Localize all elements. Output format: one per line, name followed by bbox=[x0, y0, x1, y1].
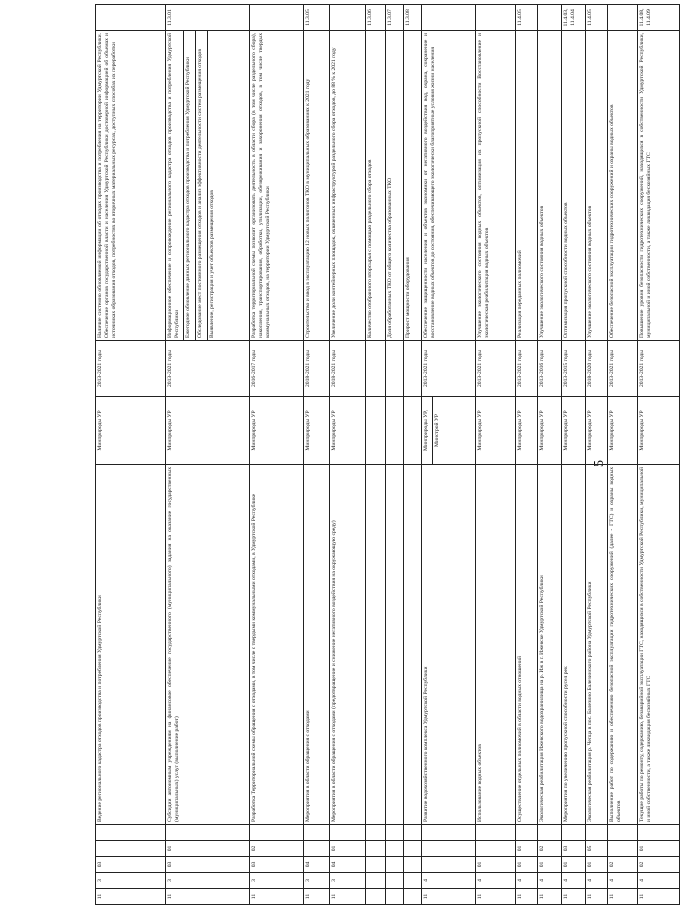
result-text: Информационное обеспечение и сопровождение регионального кадастра отходов производства и потребления Удмуртской Республики bbox=[167, 33, 180, 338]
indicator-code-cell bbox=[96, 5, 166, 31]
measure-name-cell: Мероприятия в области обращения с отходами bbox=[304, 465, 330, 825]
code-cell: 4 bbox=[422, 873, 476, 889]
executor-cell: Минприроды УР bbox=[250, 397, 304, 465]
measure-name-cell bbox=[366, 465, 386, 825]
page-number: 5 bbox=[592, 460, 607, 467]
code-cell bbox=[608, 841, 638, 857]
code-cell bbox=[386, 825, 404, 841]
table-row bbox=[638, 5, 680, 905]
code-cell: 4 bbox=[516, 873, 538, 889]
indicator-code-cell: 11.3.08 bbox=[404, 5, 422, 31]
result-text: Улучшение экологического состояния водных объектов bbox=[539, 205, 545, 338]
code-cell: 02 bbox=[538, 841, 562, 857]
code-cell: 02 bbox=[608, 857, 638, 873]
measure-name-cell: Экологическая реабилитация Ижевского водохранилища на р. Иж в г. Ижевске Удмуртской Республики bbox=[538, 465, 562, 825]
table-row bbox=[608, 5, 638, 905]
code-cell: 3 bbox=[330, 873, 366, 889]
result-text: Выявление, регистрация и учет объектов размещения отходов bbox=[207, 31, 217, 340]
code-cell: 02 bbox=[638, 857, 680, 873]
code-cell: 01 bbox=[562, 857, 586, 873]
executor-cell: Минприроды УР bbox=[538, 397, 562, 465]
period-cell: 2013-2021 годы bbox=[476, 341, 516, 397]
result-cell bbox=[366, 31, 386, 341]
code-cell: 01 bbox=[330, 841, 366, 857]
code-cell bbox=[366, 841, 386, 857]
table-row bbox=[166, 5, 250, 905]
table-row bbox=[96, 5, 166, 905]
indicator-code-cell: 11.3.05 bbox=[304, 5, 330, 31]
code-cell: 3 bbox=[96, 873, 166, 889]
code-cell bbox=[404, 841, 422, 857]
code-cell bbox=[386, 889, 404, 905]
result-cell bbox=[516, 31, 538, 341]
code-cell bbox=[366, 857, 386, 873]
result-cell bbox=[386, 31, 404, 341]
result-text: Улучшение экологического состояния водных объектов, оптимизация их пропускной способности Восстановление и экологическая реабилитация водных объектов bbox=[477, 33, 490, 338]
indicator-code-cell: 11.3.06 bbox=[366, 5, 386, 31]
period-cell: 2018-2021 годы bbox=[304, 341, 330, 397]
period-cell: 2013-2021 годы bbox=[166, 341, 250, 397]
table-row bbox=[562, 5, 586, 905]
measure-name-cell: Развитие водохозяйственного комплекса Удмуртской Республики bbox=[422, 465, 476, 825]
result-cell bbox=[166, 31, 250, 341]
code-cell bbox=[304, 841, 330, 857]
period-cell: 2016-2017 годы bbox=[250, 341, 304, 397]
table-row bbox=[250, 5, 304, 905]
result-cell bbox=[250, 31, 304, 341]
result-text: Обследование мест постоянного размещения отходов и анализ эффективности деятельности систем размещения отходов bbox=[195, 31, 205, 340]
measure-name-cell: Текущие работы по ремонту, содержанию, безаварийной эксплуатации ГТС, находящихся в собственности Удмуртской Республики, муниципальной и иной собственности, а также ликвидация бесхозяйных ГТС bbox=[638, 465, 680, 825]
indicator-code-cell: 11.4.08, 11.4.09 bbox=[638, 5, 680, 31]
result-text: Наличие системно обновляемой информации об отходах производства и потребления на территории Удмуртской Республики. Обеспечение органов государственной власти и населения Удмуртской Республики достоверной информацией об объемах и источниках образования отходов, потребностях во вторичных материальных ресурсах, доступных способах их переработки bbox=[97, 33, 117, 338]
result-text: Обеспечение защищенности населения и объектов экономики от негативного воздействия вод, охрана, сохранение и восстановление водных объектов до состояния, обеспечивающего экологически благоприятные условия жизни населения bbox=[423, 33, 436, 338]
indicator-code-cell: 11.4.03, 11.4.04 bbox=[562, 5, 586, 31]
period-cell: 2013-2016 годы bbox=[538, 341, 562, 397]
code-cell: 01 bbox=[538, 857, 562, 873]
code-cell: 03 bbox=[562, 841, 586, 857]
program-table bbox=[95, 4, 680, 905]
result-cell bbox=[538, 31, 562, 341]
executor-cell: Минприроды УР bbox=[476, 397, 516, 465]
code-cell: 01 bbox=[516, 841, 538, 857]
code-cell: 03 bbox=[96, 857, 166, 873]
result-text: Количество отобранного вторсырья с помощью раздельного сбора отходов bbox=[367, 159, 373, 338]
measure-name-cell: Выполнение работ по содержанию и обеспечению безопасной эксплуатации гидротехнических сооружений (далее - ГТС) и охраны водных объектов bbox=[608, 465, 638, 825]
code-cell bbox=[404, 857, 422, 873]
executor-cell: Минприроды УР bbox=[304, 397, 330, 465]
indicator-code-cell bbox=[422, 5, 476, 31]
code-cell bbox=[404, 873, 422, 889]
code-cell bbox=[538, 825, 562, 841]
code-cell bbox=[386, 857, 404, 873]
result-cell bbox=[638, 31, 680, 341]
indicator-code-cell bbox=[476, 5, 516, 31]
result-text: Доля обработанных ТКО от общего количества образованных ТКО bbox=[387, 177, 393, 338]
code-cell bbox=[250, 825, 304, 841]
indicator-code-cell: 11.4.05 bbox=[516, 5, 538, 31]
code-cell bbox=[366, 873, 386, 889]
measure-name-cell: Субсидии автономным учреждениям на финансовое обеспечение государственного (муниципального) задания на оказание государственных (муниципальных) услуг (выполнение работ) bbox=[166, 465, 250, 825]
period-cell bbox=[404, 341, 422, 397]
code-cell bbox=[422, 857, 476, 873]
code-cell: 4 bbox=[538, 873, 562, 889]
code-cell: 4 bbox=[562, 873, 586, 889]
code-cell bbox=[386, 841, 404, 857]
code-cell bbox=[476, 825, 516, 841]
code-cell bbox=[608, 825, 638, 841]
executor-secondary: Минстрой УР bbox=[432, 397, 442, 464]
code-cell: 4 bbox=[608, 873, 638, 889]
code-cell: 11 bbox=[330, 889, 366, 905]
code-cell: 03 bbox=[166, 857, 250, 873]
indicator-code-cell: 11.3.07 bbox=[386, 5, 404, 31]
executor-cell: Минприроды УР, Минстрой УР bbox=[422, 397, 476, 465]
code-cell bbox=[422, 825, 476, 841]
code-cell bbox=[304, 825, 330, 841]
result-text: Разработка территориальной схемы позволит организовать деятельность в области сбора (в том числе раздельного сбора), накопления, транспортирования, обработки, утилизации, обезвреживания и захоронения отходов, в том числе твердых коммунальных отходов, на территории Удмуртской Республики bbox=[251, 33, 271, 338]
result-cell bbox=[304, 31, 330, 341]
result-cell bbox=[586, 31, 608, 341]
code-cell: 3 bbox=[304, 873, 330, 889]
code-cell: 11 bbox=[422, 889, 476, 905]
code-cell bbox=[638, 825, 680, 841]
code-cell: 4 bbox=[638, 873, 680, 889]
measure-name-cell: Осуществление отдельных полномочий в области водных отношений bbox=[516, 465, 538, 825]
code-cell: 11 bbox=[562, 889, 586, 905]
table-row bbox=[386, 5, 404, 905]
result-cell bbox=[96, 31, 166, 341]
code-cell bbox=[476, 841, 516, 857]
period-cell: 2013-2021 годы bbox=[608, 341, 638, 397]
code-cell: 3 bbox=[166, 873, 250, 889]
code-cell: 01 bbox=[586, 857, 608, 873]
measure-name-cell: Мероприятия в области обращения с отходами (предотвращение и снижение негативного воздействия на окружающую среду) bbox=[330, 465, 366, 825]
code-cell: 3 bbox=[250, 873, 304, 889]
period-cell: 2013-2021 годы bbox=[516, 341, 538, 397]
measure-name-cell bbox=[404, 465, 422, 825]
code-cell bbox=[404, 825, 422, 841]
measure-name-cell: Разработка Территориальной схемы обращения с отходами, в том числе с твердыми коммунальными отходами, в Удмуртской Республике bbox=[250, 465, 304, 825]
indicator-code-cell bbox=[250, 5, 304, 31]
period-cell: 2013-2021 годы bbox=[422, 341, 476, 397]
measure-name-cell bbox=[386, 465, 404, 825]
code-cell: 11 bbox=[638, 889, 680, 905]
code-cell: 03 bbox=[250, 857, 304, 873]
code-cell bbox=[516, 825, 538, 841]
executor-cell bbox=[386, 397, 404, 465]
code-cell: 04 bbox=[304, 857, 330, 873]
code-cell: 4 bbox=[476, 873, 516, 889]
code-cell: 11 bbox=[586, 889, 608, 905]
code-cell bbox=[96, 841, 166, 857]
code-cell: 11 bbox=[538, 889, 562, 905]
code-cell: 11 bbox=[250, 889, 304, 905]
period-cell: 2013-2015 годы bbox=[562, 341, 586, 397]
executor-cell: Минприроды УР bbox=[516, 397, 538, 465]
period-cell: 2013-2021 годы bbox=[638, 341, 680, 397]
code-cell bbox=[366, 825, 386, 841]
executor-cell: Минприроды УР bbox=[608, 397, 638, 465]
code-cell bbox=[96, 825, 166, 841]
indicator-code-cell bbox=[538, 5, 562, 31]
table-row bbox=[366, 5, 386, 905]
code-cell: 01 bbox=[638, 841, 680, 857]
code-cell: 11 bbox=[166, 889, 250, 905]
table-row bbox=[422, 5, 476, 905]
result-text: Реализация переданных полномочий bbox=[517, 250, 523, 338]
result-text: Строительство и ввод в эксплуатацию 12 новых полигонов ТКО в муниципальных образованиях к 2021 году bbox=[305, 78, 311, 338]
code-cell: 01 bbox=[516, 857, 538, 873]
table-row bbox=[330, 5, 366, 905]
result-text: Прирост мощности оборудования bbox=[405, 257, 411, 338]
executor-cell bbox=[404, 397, 422, 465]
table-row bbox=[304, 5, 330, 905]
code-cell bbox=[166, 825, 250, 841]
executor-cell: Минприроды УР bbox=[96, 397, 166, 465]
executor-cell: Минприроды УР bbox=[586, 397, 608, 465]
period-cell: 2018-2020 годы bbox=[586, 341, 608, 397]
result-cell bbox=[562, 31, 586, 341]
code-cell: 02 bbox=[250, 841, 304, 857]
executor-cell: Минприроды УР bbox=[166, 397, 250, 465]
executor-cell: Минприроды УР bbox=[562, 397, 586, 465]
executor-cell: Минприроды УР bbox=[638, 397, 680, 465]
executor-cell bbox=[366, 397, 386, 465]
period-cell: 2018-2021 годы bbox=[330, 341, 366, 397]
table-row bbox=[586, 5, 608, 905]
period-cell bbox=[366, 341, 386, 397]
result-text: Обеспечение безопасной эксплуатации гидротехнических сооружений и охраны водных объектов bbox=[609, 104, 615, 338]
result-cell bbox=[330, 31, 366, 341]
period-cell bbox=[386, 341, 404, 397]
measure-name-cell: Ведение регионального кадастра отходов производства и потребления Удмуртской Республики bbox=[96, 465, 166, 825]
result-text: Ежегодное обновление данных регионального кадастра отходов производства и потребления Удмуртской Республики bbox=[183, 31, 193, 340]
code-cell: 4 bbox=[586, 873, 608, 889]
measure-name-cell: Экологическая реабилитация р. Чепца в пос. Балезино Балезинского района Удмуртской Республики bbox=[586, 465, 608, 825]
code-cell bbox=[386, 873, 404, 889]
indicator-code-cell bbox=[330, 5, 366, 31]
table-row bbox=[538, 5, 562, 905]
result-text: Улучшение экологического состояния водных объектов bbox=[587, 205, 593, 338]
measure-name-cell: Мероприятия по увеличению пропускной способности русел рек bbox=[562, 465, 586, 825]
code-cell bbox=[586, 825, 608, 841]
code-cell: 05 bbox=[586, 841, 608, 857]
code-cell bbox=[562, 825, 586, 841]
result-text: Повышение уровня безопасности гидротехнических сооружений, находящихся в собственности Удмуртской Республики, муниципальной и иной собственности, а также ликвидация бесхозяйных ГТС bbox=[639, 33, 652, 338]
code-cell: 11 bbox=[96, 889, 166, 905]
code-cell: 11 bbox=[516, 889, 538, 905]
code-cell bbox=[404, 889, 422, 905]
measure-name-cell: Использование водных объектов bbox=[476, 465, 516, 825]
table-row bbox=[516, 5, 538, 905]
code-cell: 01 bbox=[476, 857, 516, 873]
result-text: Оптимизация пропускной способности водных объектов bbox=[563, 202, 569, 338]
code-cell: 11 bbox=[476, 889, 516, 905]
result-cell bbox=[476, 31, 516, 341]
indicator-code-cell bbox=[608, 5, 638, 31]
executor-cell: Минприроды УР bbox=[330, 397, 366, 465]
period-cell: 2013-2021 годы bbox=[96, 341, 166, 397]
result-cell bbox=[422, 31, 476, 341]
code-cell bbox=[422, 841, 476, 857]
indicator-code-cell: 11.3.01 bbox=[166, 5, 250, 31]
indicator-code-cell: 11.4.05 bbox=[586, 5, 608, 31]
result-cell bbox=[608, 31, 638, 341]
result-text: Увеличение доли контейнерных площадок, охваченных инфраструктурой раздельного сбора отходов, до 88 % к 2021 году bbox=[331, 47, 337, 338]
code-cell: 01 bbox=[166, 841, 250, 857]
result-cell bbox=[404, 31, 422, 341]
table-row bbox=[476, 5, 516, 905]
code-cell bbox=[330, 825, 366, 841]
code-cell: 11 bbox=[608, 889, 638, 905]
table-row bbox=[404, 5, 422, 905]
code-cell: 04 bbox=[330, 857, 366, 873]
code-cell: 11 bbox=[304, 889, 330, 905]
code-cell bbox=[366, 889, 386, 905]
